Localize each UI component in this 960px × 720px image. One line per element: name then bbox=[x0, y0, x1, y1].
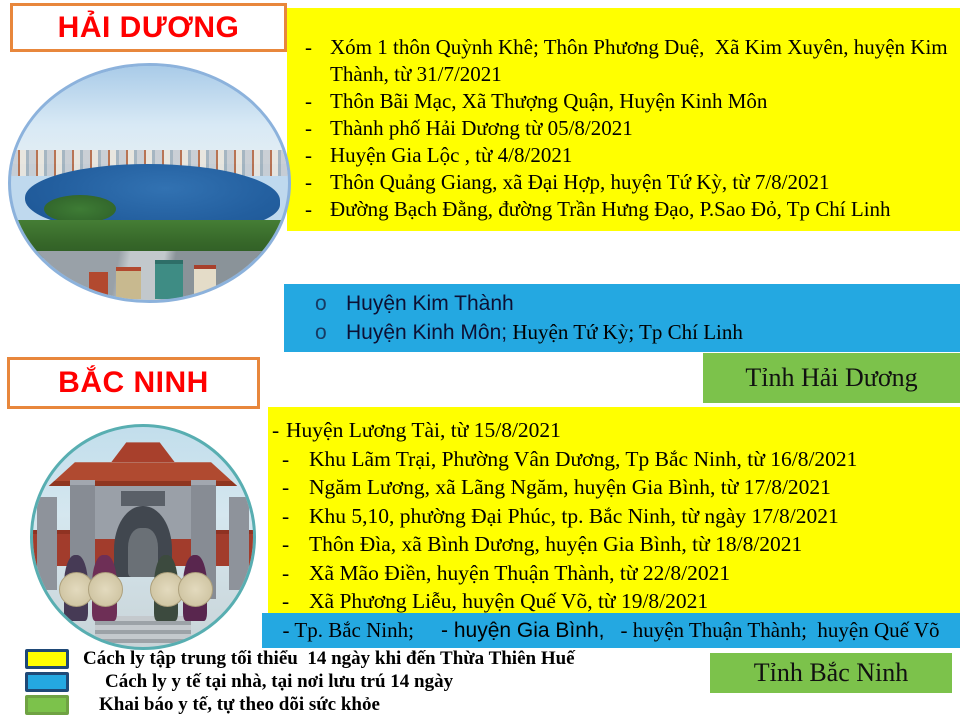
yellow-swatch bbox=[25, 649, 69, 669]
dash-bullet: - bbox=[305, 35, 312, 59]
list-item: - Xã Phương Liễu, huyện Quế Võ, từ 19/8/2021 bbox=[278, 587, 954, 616]
dash-bullet: - bbox=[282, 475, 290, 499]
bac-ninh-province-badge bbox=[710, 653, 952, 693]
province-label: Tỉnh Hải Dương bbox=[745, 363, 918, 392]
list-item: o Huyện Kim Thành bbox=[310, 289, 960, 318]
list-item: - Huyện Lương Tài, từ 15/8/2021 bbox=[272, 416, 954, 445]
list-item: - Xóm 1 thôn Quỳnh Khê; Thôn Phương Duệ, Xã Kim Xuyên, huyện Kim Thành, từ 31/7/2021 bbox=[300, 34, 954, 88]
photo-road bbox=[11, 251, 288, 300]
photo-conical-hat bbox=[178, 572, 213, 607]
green-swatch bbox=[25, 695, 69, 715]
photo-statue bbox=[128, 528, 159, 576]
legend-row-yellow: Cách ly tập trung tối thiểu 14 ngày khi đến Thừa Thiên Huế bbox=[0, 648, 700, 670]
photo-upper-roof bbox=[101, 442, 185, 462]
legend-row-blue: Cách ly y tế tại nhà, tại nơi lưu trú 14 ngày bbox=[0, 671, 700, 693]
dash-bullet: - bbox=[305, 170, 312, 194]
circle-bullet: o bbox=[315, 292, 327, 315]
hai-duong-yellow-zone-list bbox=[287, 8, 960, 231]
list-item: - Thôn Quảng Giang, xã Đại Hợp, huyện Tứ Kỳ, từ 7/8/2021 bbox=[300, 169, 954, 196]
dash-bullet: - bbox=[282, 503, 290, 528]
list-item: - Thôn Bãi Mạc, Xã Thượng Quận, Huyện Kinh Môn bbox=[300, 88, 954, 115]
bac-ninh-title: BẮC NINH bbox=[58, 366, 209, 399]
photo-pillar bbox=[37, 497, 57, 589]
photo-conical-hat bbox=[88, 572, 123, 607]
photo-island bbox=[44, 195, 116, 223]
list-item: - Thôn Đìa, xã Bình Dương, huyện Gia Bình, từ 18/8/2021 bbox=[278, 530, 954, 559]
list-item: o Huyện Kinh Môn; Huyện Tứ Kỳ; Tp Chí Linh bbox=[310, 318, 960, 347]
dash-bullet: - bbox=[282, 560, 290, 585]
bac-ninh-blue-zone-strip: - Tp. Bắc Ninh; - huyện Gia Bình, - huyện Thuận Thành; huyện Quế Võ bbox=[262, 613, 960, 648]
dash-bullet: - bbox=[282, 446, 290, 471]
photo-building bbox=[194, 265, 216, 299]
dash-bullet: - bbox=[305, 116, 312, 140]
dash-bullet: - bbox=[305, 89, 312, 113]
bac-ninh-yellow-zone-list bbox=[268, 407, 960, 613]
dash-bullet: - bbox=[272, 418, 280, 442]
legend-row-green: Khai báo y tế, tự theo dõi sức khỏe bbox=[0, 694, 700, 716]
list-item: - Đường Bạch Đằng, đường Trần Hưng Đạo, P.Sao Đỏ, Tp Chí Linh bbox=[300, 196, 954, 223]
hai-duong-photo bbox=[8, 63, 291, 303]
list-item: - Ngăm Lương, xã Lãng Ngăm, huyện Gia Bình, từ 17/8/2021 bbox=[278, 473, 954, 502]
bac-ninh-photo bbox=[30, 424, 256, 650]
dash-bullet: - bbox=[282, 589, 290, 613]
list-item: - Khu Lãm Trại, Phường Vân Dương, Tp Bắc Ninh, từ 16/8/2021 bbox=[278, 445, 954, 474]
list-item: - Huyện Gia Lộc , từ 4/8/2021 bbox=[300, 142, 954, 169]
province-label: Tỉnh Bắc Ninh bbox=[753, 658, 909, 687]
circle-bullet: o bbox=[315, 321, 327, 344]
photo-building bbox=[89, 272, 108, 295]
blue-swatch bbox=[25, 672, 69, 692]
dash-bullet: - bbox=[305, 143, 312, 167]
hai-duong-province-badge bbox=[703, 353, 960, 403]
list-item: - Thành phố Hải Dương từ 05/8/2021 bbox=[300, 115, 954, 142]
photo-building bbox=[116, 267, 141, 299]
legend bbox=[0, 648, 700, 717]
photo-gate-plaque bbox=[121, 491, 165, 506]
dash-bullet: - bbox=[305, 197, 312, 221]
bac-ninh-header-box bbox=[7, 357, 260, 409]
hai-duong-title: HẢI DƯƠNG bbox=[57, 10, 240, 44]
dash-bullet: - bbox=[282, 532, 290, 556]
hai-duong-header-box bbox=[10, 3, 287, 52]
list-item: - Khu 5,10, phường Đại Phúc, tp. Bắc Ninh, từ ngày 17/8/2021 bbox=[278, 502, 954, 531]
list-item: - Xã Mão Điền, huyện Thuận Thành, từ 22/8/2021 bbox=[278, 559, 954, 588]
photo-building bbox=[155, 260, 183, 299]
hai-duong-blue-zone-list bbox=[284, 284, 960, 352]
photo-pillar bbox=[229, 497, 249, 589]
